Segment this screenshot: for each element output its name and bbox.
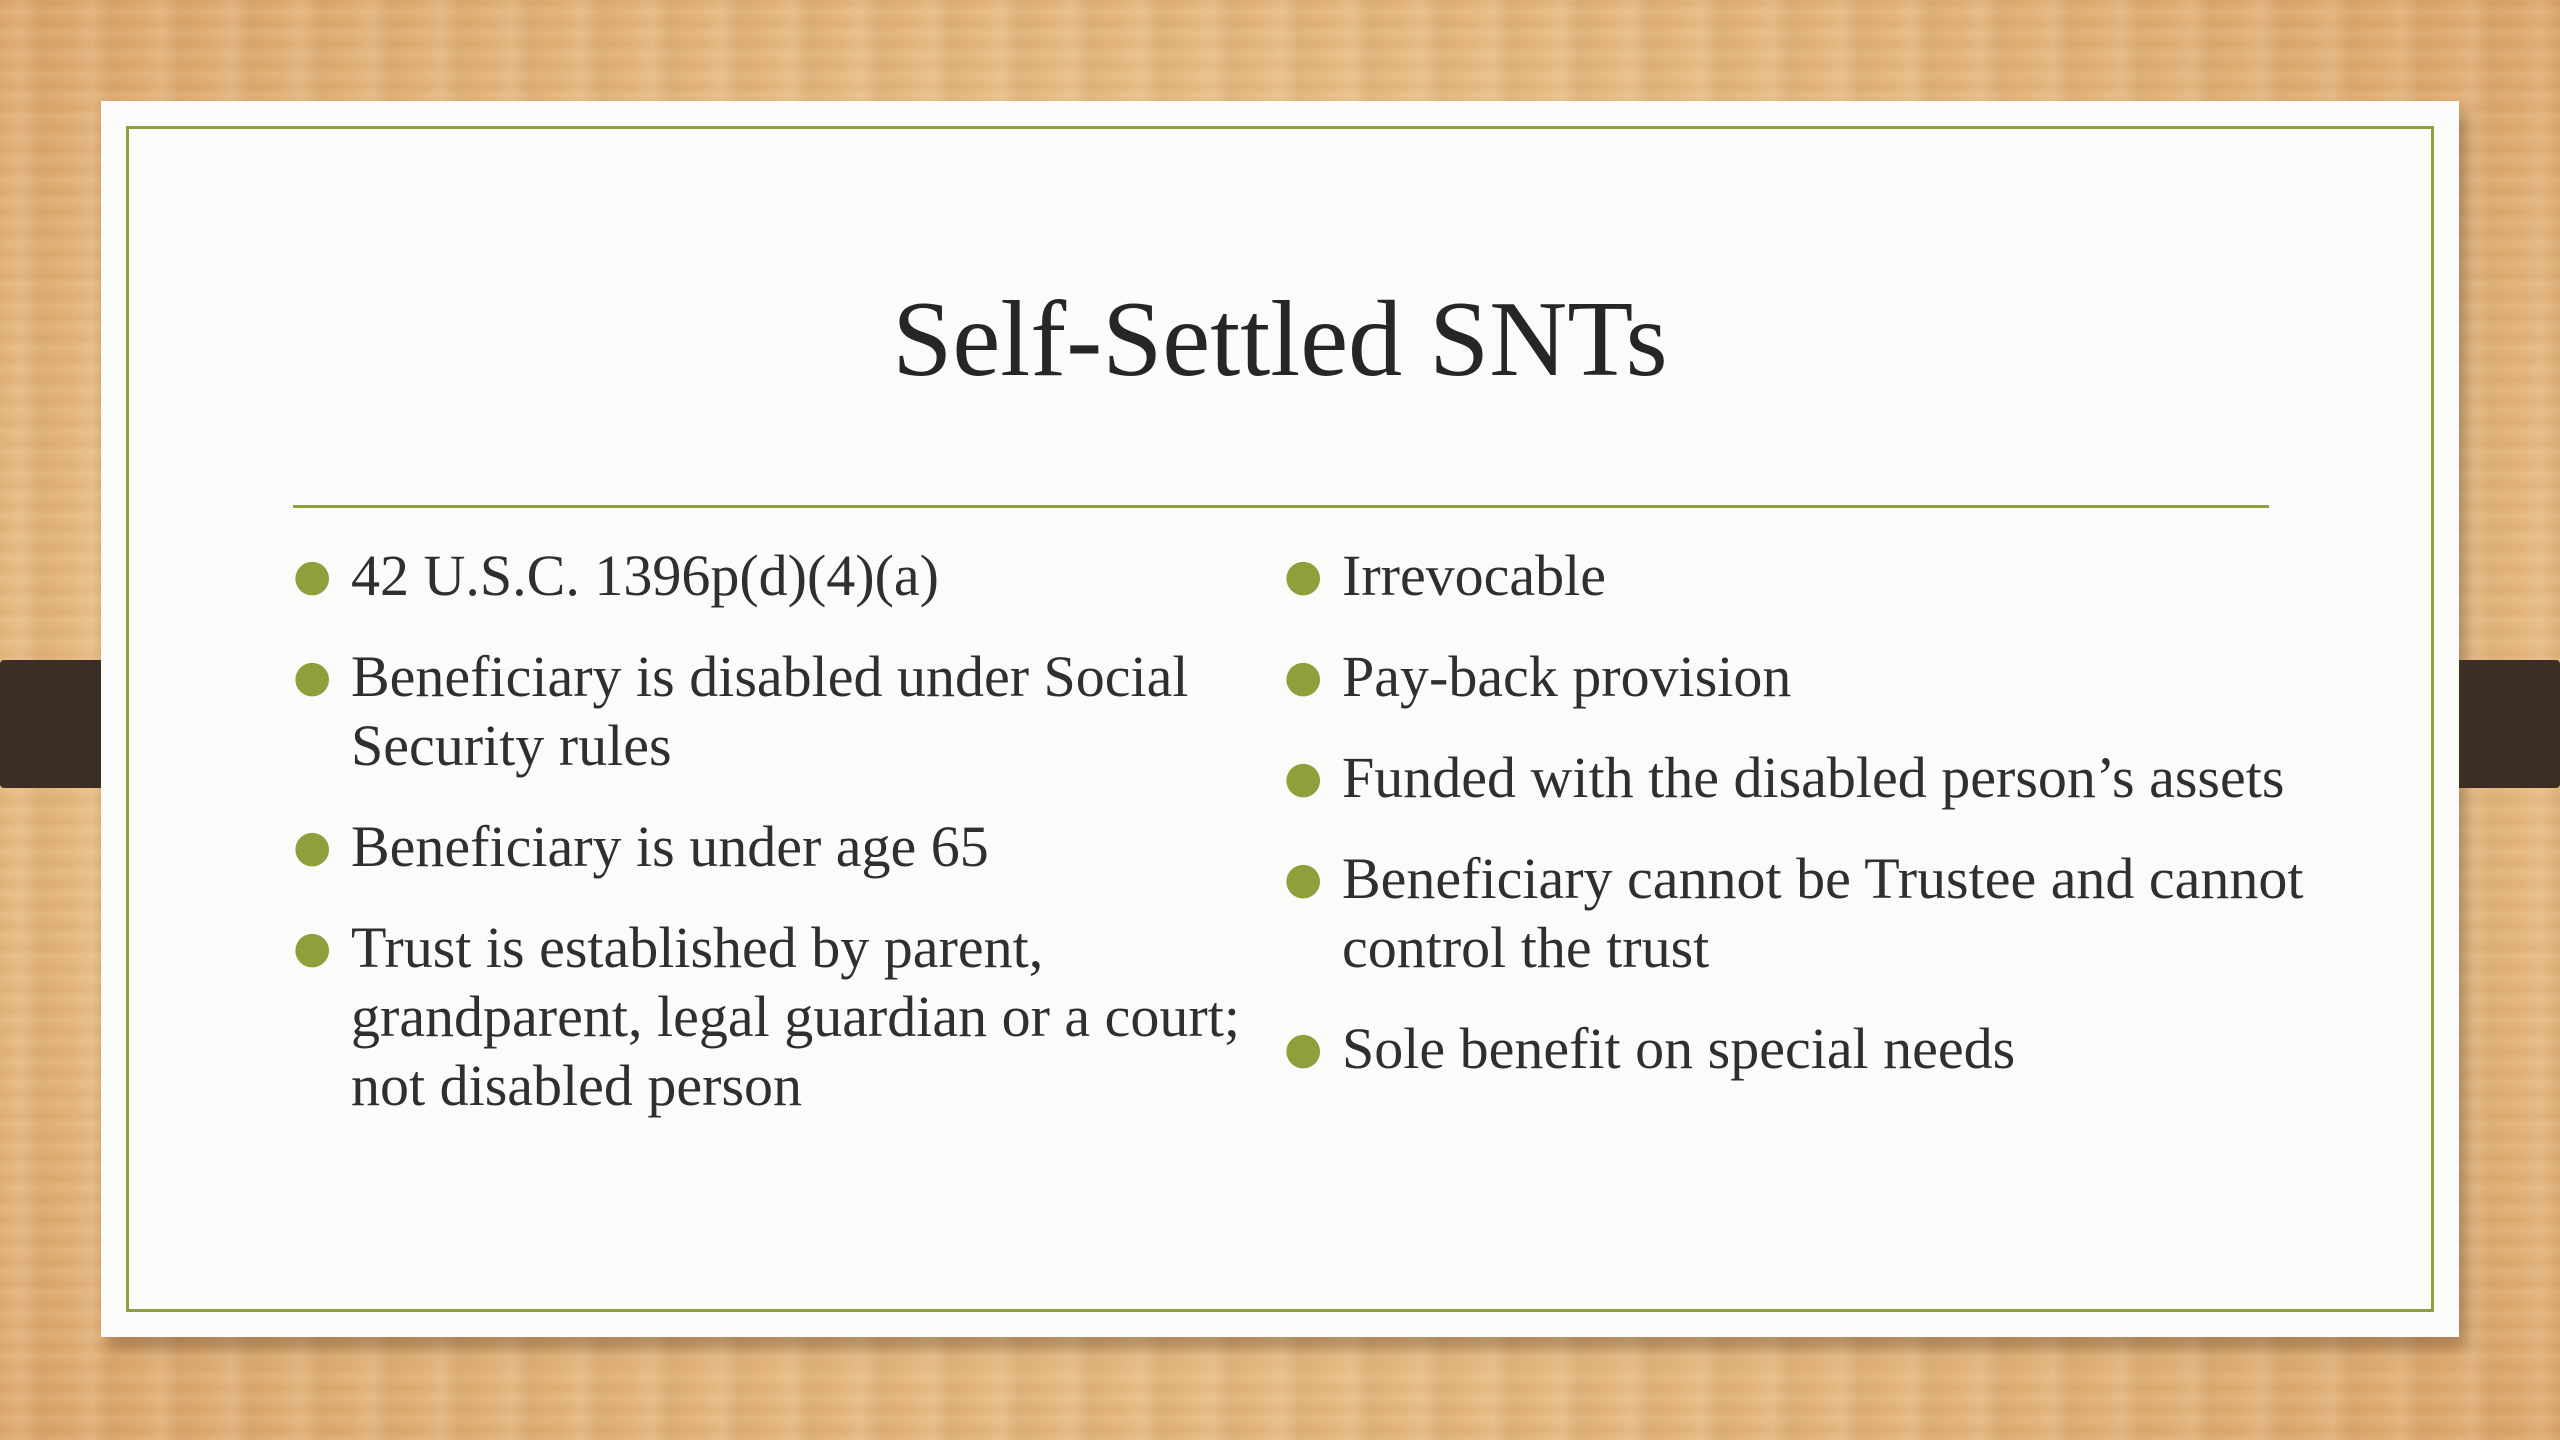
dot-bullet-icon: ●: [1284, 853, 1323, 904]
bullet-item: [1284, 743, 2304, 812]
bullet-text: Pay-back provision: [1342, 644, 1792, 709]
bullet-item: [293, 812, 1313, 881]
dot-bullet-icon: ●: [1284, 550, 1323, 601]
bullet-text: Funded with the disabled person’s assets: [1342, 745, 2285, 810]
dot-bullet-icon: ●: [293, 550, 332, 601]
bullet-item: [293, 642, 1313, 780]
bullet-item: [1284, 1014, 2304, 1083]
dot-bullet-icon: ●: [293, 651, 332, 702]
bullet-text: Irrevocable: [1342, 543, 1607, 608]
dot-bullet-icon: ●: [293, 821, 332, 872]
slide-title: Self-Settled SNTs: [892, 280, 1668, 399]
slide: [101, 101, 2459, 1337]
left-bullet-list: [293, 541, 1313, 1152]
bullet-text: 42 U.S.C. 1396p(d)(4)(a): [351, 543, 939, 608]
bullet-item: [1284, 844, 2304, 982]
bullet-text: Sole benefit on special needs: [1342, 1016, 2016, 1081]
title-divider: [293, 505, 2269, 508]
bullet-item: [293, 913, 1313, 1120]
right-bullet-list: [1284, 541, 2304, 1115]
dot-bullet-icon: ●: [1284, 651, 1323, 702]
bullet-item: [293, 541, 1313, 610]
dot-bullet-icon: ●: [1284, 1023, 1323, 1074]
bullet-text: Beneficiary is disabled under Social Security rules: [351, 644, 1189, 778]
bullet-text: Beneficiary cannot be Trustee and cannot control the trust: [1342, 846, 2304, 980]
dot-bullet-icon: ●: [1284, 752, 1323, 803]
bullet-item: [1284, 642, 2304, 711]
dot-bullet-icon: ●: [293, 922, 332, 973]
bullet-text: Beneficiary is under age 65: [351, 814, 989, 879]
bullet-item: [1284, 541, 2304, 610]
bullet-text: Trust is established by parent, grandparent, legal guardian or a court; not disabled person: [351, 915, 1240, 1118]
